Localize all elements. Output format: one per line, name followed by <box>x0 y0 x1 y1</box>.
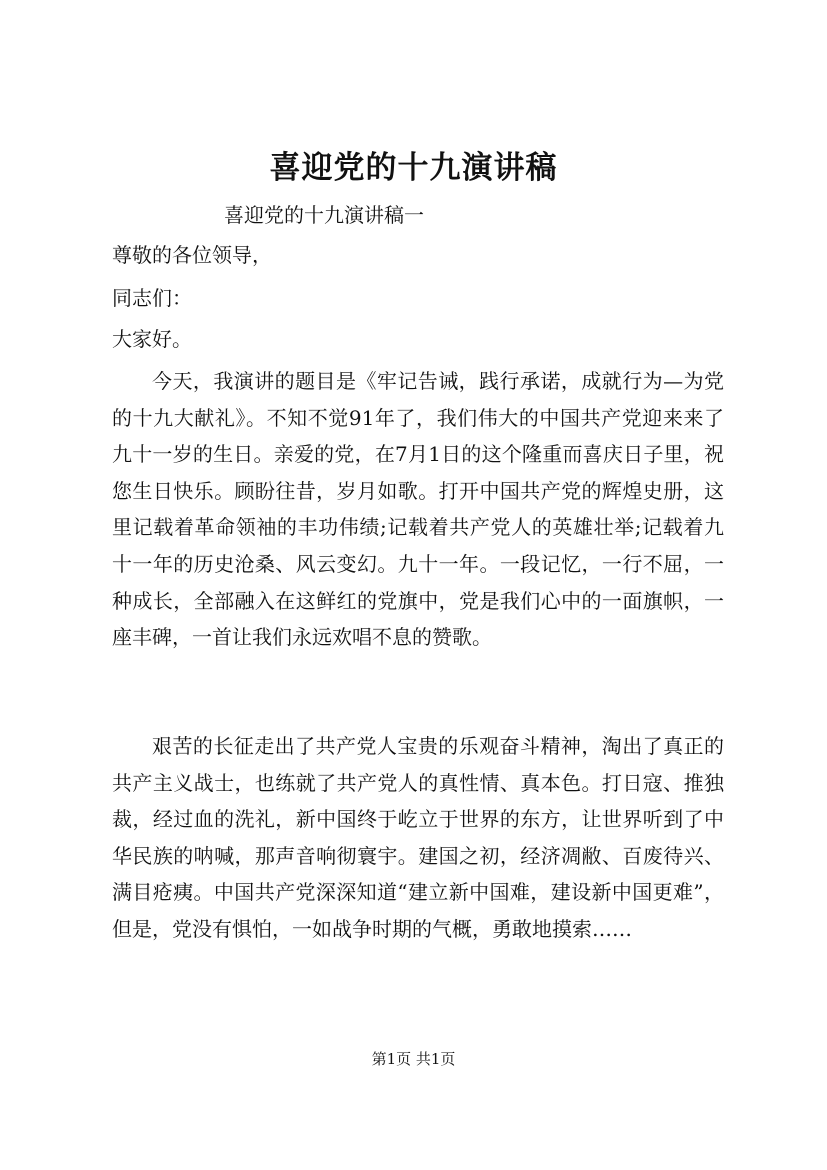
paragraph-2: 艰苦的长征走出了共产党人宝贵的乐观奋斗精神，淘出了真正的共产主义战士，也练就了共产党人的真性情、真本色。打日寇、推独裁，经过血的洗礼，新中国终于屹立于世界的东方，让世界听到了中华民族的呐喊，那声音响彻寰宇。建国之初，经济凋敝、百废待兴、满目疮痍。中国共产党深深知道“建立新中国难，建设新中国更难”，但是，党没有惧怕，一如战争时期的气概，勇敢地摸索…… <box>112 734 724 941</box>
salutation-leaders: 尊敬的各位领导， <box>112 243 272 267</box>
salutation-comrades: 同志们： <box>112 286 192 310</box>
paragraph-1: 今天，我演讲的题目是《牢记告诫，践行承诺，成就行为—为党的十九大献礼》。不知不觉91年了，我们伟大的中国共产党迎来来了九十一岁的生日。亲爱的党，在7月1日的这个隆重而喜庆日子里，祝您生日快乐。顾盼往昔，岁月如歌。打开中国共产党的辉煌史册，这里记载着革命领袖的丰功伟绩;记载着共产党人的英雄壮举;记载着九十一年的历史沧桑、风云变幻。九十一年。一段记忆，一行不屈，一种成长，全部融入在这鲜红的党旗中，党是我们心中的一面旗帜，一座丰碑，一首让我们永远欢唱不息的赞歌。 <box>112 369 724 650</box>
page-footer: 第1页 共1页 <box>371 1050 456 1068</box>
greeting: 大家好。 <box>112 327 192 351</box>
document-title: 喜迎党的十九演讲稿 <box>269 150 558 186</box>
document-subtitle: 喜迎党的十九演讲稿一 <box>224 203 424 227</box>
